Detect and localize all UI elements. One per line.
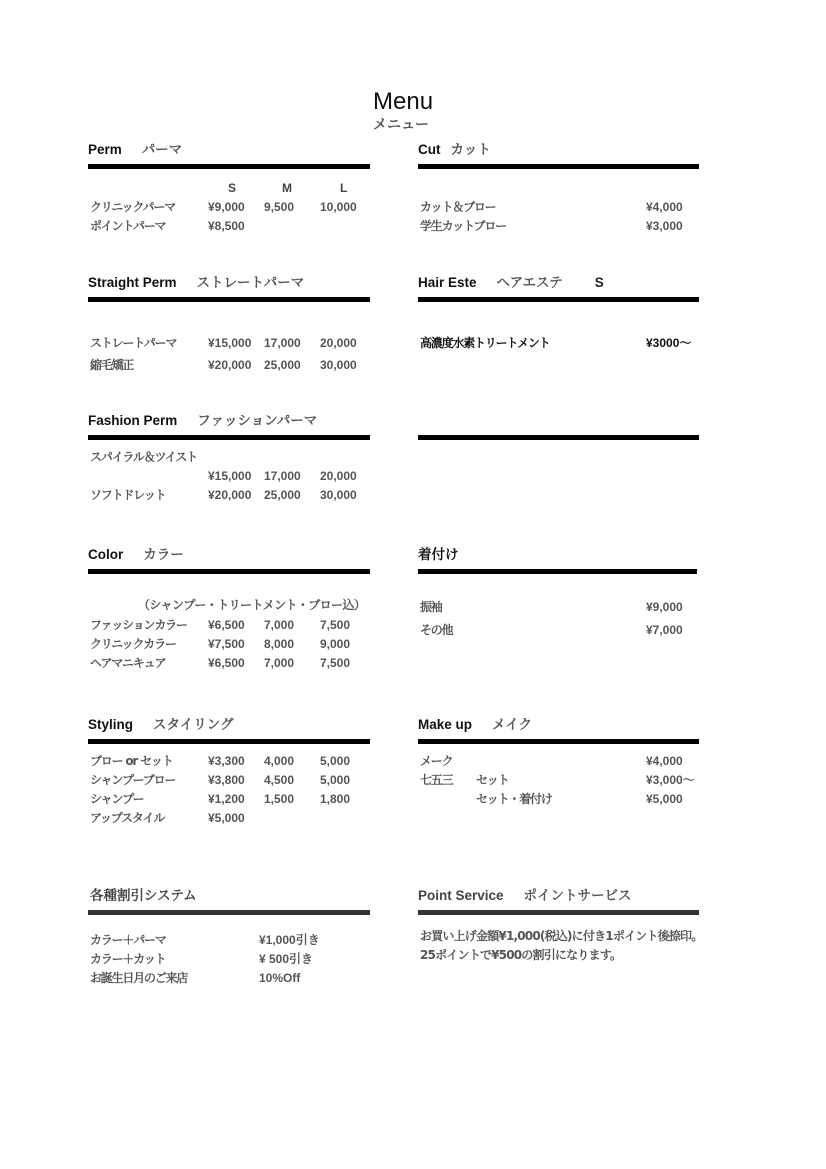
section-title-jp: ストレートパーマ bbox=[196, 275, 305, 291]
price-m: 8,000 bbox=[264, 637, 295, 651]
price-l: 20,000 bbox=[320, 469, 357, 483]
section-styling bbox=[88, 715, 370, 828]
size-s-label: S bbox=[594, 275, 604, 290]
size-s-label: S bbox=[228, 181, 237, 195]
section-kitsuke bbox=[418, 545, 697, 642]
menu-item-row bbox=[88, 790, 370, 809]
price-s: ¥20,000 bbox=[208, 358, 252, 372]
price-m: 7,000 bbox=[264, 618, 295, 632]
section-header bbox=[88, 545, 370, 565]
item-name: シャンプーブロー bbox=[90, 773, 176, 787]
item-name: ヘアマニキュア bbox=[90, 656, 166, 670]
section-empty bbox=[418, 411, 699, 440]
price-l: 1,800 bbox=[320, 792, 351, 806]
menu-item-row bbox=[418, 198, 699, 217]
size-m-label: M bbox=[282, 181, 292, 195]
section-header bbox=[88, 886, 370, 906]
menu-item-row bbox=[88, 752, 370, 771]
item-name: ソフトドレット bbox=[90, 488, 166, 502]
section-title-en: Make up bbox=[418, 717, 473, 732]
price-m: 4,000 bbox=[264, 754, 295, 768]
menu-item-row bbox=[88, 616, 370, 635]
discount-name: お誕生日月のご来店 bbox=[90, 971, 188, 985]
point-service-line: お買い上げ金額¥1,000(税込)に付き1ポイント後捺印。 bbox=[420, 929, 703, 943]
price-l: 10,000 bbox=[320, 200, 357, 214]
size-l-label: L bbox=[340, 181, 348, 195]
section-header bbox=[88, 411, 370, 431]
price-m: 9,500 bbox=[264, 200, 295, 214]
menu-item-row bbox=[88, 217, 370, 236]
price-l: 9,000 bbox=[320, 637, 351, 651]
menu-item-row bbox=[88, 354, 370, 376]
item-name: アップスタイル bbox=[90, 811, 165, 825]
price-s: ¥1,200 bbox=[208, 792, 245, 806]
section-color bbox=[88, 545, 370, 673]
price-m: 17,000 bbox=[264, 336, 301, 350]
section-header bbox=[418, 140, 699, 160]
section-header bbox=[88, 140, 370, 160]
price-m: 25,000 bbox=[264, 488, 301, 502]
item-price: ¥3,000 bbox=[646, 219, 683, 233]
section-straight-perm bbox=[88, 273, 370, 376]
section-title-jp: ヘアエステ bbox=[496, 275, 563, 291]
discount-row bbox=[88, 931, 370, 950]
section-title-en: Color bbox=[88, 547, 124, 562]
price-s: ¥15,000 bbox=[208, 336, 252, 350]
menu-item-row bbox=[88, 448, 370, 486]
item-price: ¥4,000 bbox=[646, 200, 683, 214]
menu-title: Menu bbox=[373, 88, 434, 115]
section-header bbox=[418, 886, 699, 906]
item-price: ¥4,000 bbox=[646, 754, 683, 768]
section-title-jp: ファッションパーマ bbox=[197, 413, 318, 429]
item-name: 七五三 bbox=[420, 773, 453, 787]
menu-item-row bbox=[418, 217, 699, 236]
item-price: ¥5,000 bbox=[646, 792, 683, 806]
price-s: ¥6,500 bbox=[208, 618, 245, 632]
item-name: ストレートパーマ bbox=[90, 336, 177, 350]
discount-value: ¥1,000引き bbox=[259, 933, 320, 947]
price-s: ¥7,500 bbox=[208, 637, 245, 651]
price-s: ¥9,000 bbox=[208, 200, 245, 214]
section-title-en: Straight Perm bbox=[88, 275, 177, 290]
discount-value: 10%Off bbox=[259, 971, 301, 985]
item-name: クリニックパーマ bbox=[90, 200, 175, 214]
price-m: 17,000 bbox=[264, 469, 301, 483]
item-name: ファッションカラー bbox=[90, 618, 187, 632]
section-rule bbox=[88, 164, 370, 169]
menu-item-row bbox=[88, 486, 370, 505]
section-title-jp: カラー bbox=[143, 547, 184, 563]
section-title-jp: ポイントサービス bbox=[523, 888, 632, 904]
price-l: 5,000 bbox=[320, 754, 351, 768]
section-title-en: Cut bbox=[418, 142, 441, 157]
section-makeup bbox=[418, 715, 699, 809]
price-m: 7,000 bbox=[264, 656, 295, 670]
section-header bbox=[418, 411, 699, 431]
section-header bbox=[88, 715, 370, 735]
section-discount bbox=[88, 886, 370, 988]
discount-row bbox=[88, 969, 370, 988]
price-s: ¥3,300 bbox=[208, 754, 245, 768]
menu-item-row bbox=[88, 771, 370, 790]
section-perm bbox=[88, 140, 370, 236]
item-name: 高濃度水素トリートメント bbox=[420, 336, 550, 350]
section-title-en: Styling bbox=[88, 717, 134, 732]
menu-item-row bbox=[418, 771, 699, 790]
price-s: ¥5,000 bbox=[208, 811, 245, 825]
discount-row bbox=[88, 950, 370, 969]
item-sub: セット bbox=[476, 773, 509, 787]
menu-item-row bbox=[418, 752, 699, 771]
price-s: ¥3,800 bbox=[208, 773, 245, 787]
section-header bbox=[418, 545, 697, 565]
menu-item-row bbox=[418, 596, 697, 619]
item-name: ポイントパーマ bbox=[90, 219, 166, 233]
section-cut bbox=[418, 140, 699, 236]
section-hair-este bbox=[418, 273, 699, 354]
section-rule bbox=[418, 435, 699, 440]
discount-value: ¥ 500引き bbox=[259, 952, 314, 966]
item-name: その他 bbox=[420, 623, 453, 637]
price-s: ¥20,000 bbox=[208, 488, 252, 502]
menu-item-row bbox=[88, 654, 370, 673]
menu-item-row bbox=[418, 332, 699, 354]
section-header bbox=[418, 715, 699, 735]
color-note: （シャンプー・トリートメント・ブロー込） bbox=[138, 598, 366, 612]
price-s: ¥15,000 bbox=[208, 469, 252, 483]
price-m: 1,500 bbox=[264, 792, 295, 806]
price-s: ¥6,500 bbox=[208, 656, 245, 670]
section-header bbox=[418, 273, 699, 293]
item-price: ¥3,000～ bbox=[646, 773, 695, 787]
menu-item-row bbox=[418, 619, 697, 642]
price-m: 25,000 bbox=[264, 358, 301, 372]
item-sub: セット・着付け bbox=[476, 792, 552, 806]
section-title-jp: 各種割引システム bbox=[90, 888, 197, 904]
discount-name: カラー＋カット bbox=[90, 952, 166, 966]
menu-item-row bbox=[418, 790, 699, 809]
item-name: 学生カットブロー bbox=[420, 219, 506, 233]
price-m: 4,500 bbox=[264, 773, 295, 787]
price-l: 30,000 bbox=[320, 488, 357, 502]
section-title-en: Point Service bbox=[418, 888, 504, 903]
section-title-jp: 着付け bbox=[418, 547, 459, 562]
item-price: ¥9,000 bbox=[646, 600, 683, 614]
item-price: ¥7,000 bbox=[646, 623, 683, 637]
item-name: クリニックカラー bbox=[90, 637, 176, 651]
section-title-en: Fashion Perm bbox=[88, 413, 178, 428]
item-name: 縮毛矯正 bbox=[90, 358, 134, 372]
menu-item-row bbox=[88, 635, 370, 654]
section-title-jp: パーマ bbox=[141, 142, 183, 158]
menu-item-row bbox=[88, 809, 370, 828]
section-title-jp: カット bbox=[450, 142, 491, 158]
size-header-row bbox=[88, 179, 370, 198]
item-name: ブロー or セット bbox=[90, 754, 173, 768]
price-l: 30,000 bbox=[320, 358, 357, 372]
price-l: 7,500 bbox=[320, 656, 351, 670]
section-title-jp: スタイリング bbox=[153, 717, 234, 733]
item-name: スパイラル＆ツイスト bbox=[90, 450, 197, 464]
section-header bbox=[88, 273, 370, 293]
menu-item-row bbox=[88, 332, 370, 354]
section-title-en: Hair Este bbox=[418, 275, 477, 290]
section-title-en: Perm bbox=[88, 142, 122, 157]
section-point-service bbox=[418, 886, 748, 965]
section-title-jp: メイク bbox=[492, 717, 532, 733]
price-s: ¥8,500 bbox=[208, 219, 245, 233]
price-l: 7,500 bbox=[320, 618, 351, 632]
menu-subtitle: メニュー bbox=[373, 117, 429, 133]
menu-item-row bbox=[88, 198, 370, 217]
item-name: シャンプー bbox=[90, 792, 144, 806]
section-fashion-perm bbox=[88, 411, 370, 505]
item-price: ¥3000～ bbox=[646, 336, 692, 350]
point-service-line: 25ポイントで¥500の割引になります。 bbox=[420, 948, 622, 962]
price-l: 5,000 bbox=[320, 773, 351, 787]
item-name: カット＆ブロー bbox=[420, 200, 496, 214]
item-name: 振袖 bbox=[420, 600, 442, 614]
price-l: 20,000 bbox=[320, 336, 357, 350]
item-name: メーク bbox=[420, 754, 453, 768]
discount-name: カラー＋パーマ bbox=[90, 933, 166, 947]
